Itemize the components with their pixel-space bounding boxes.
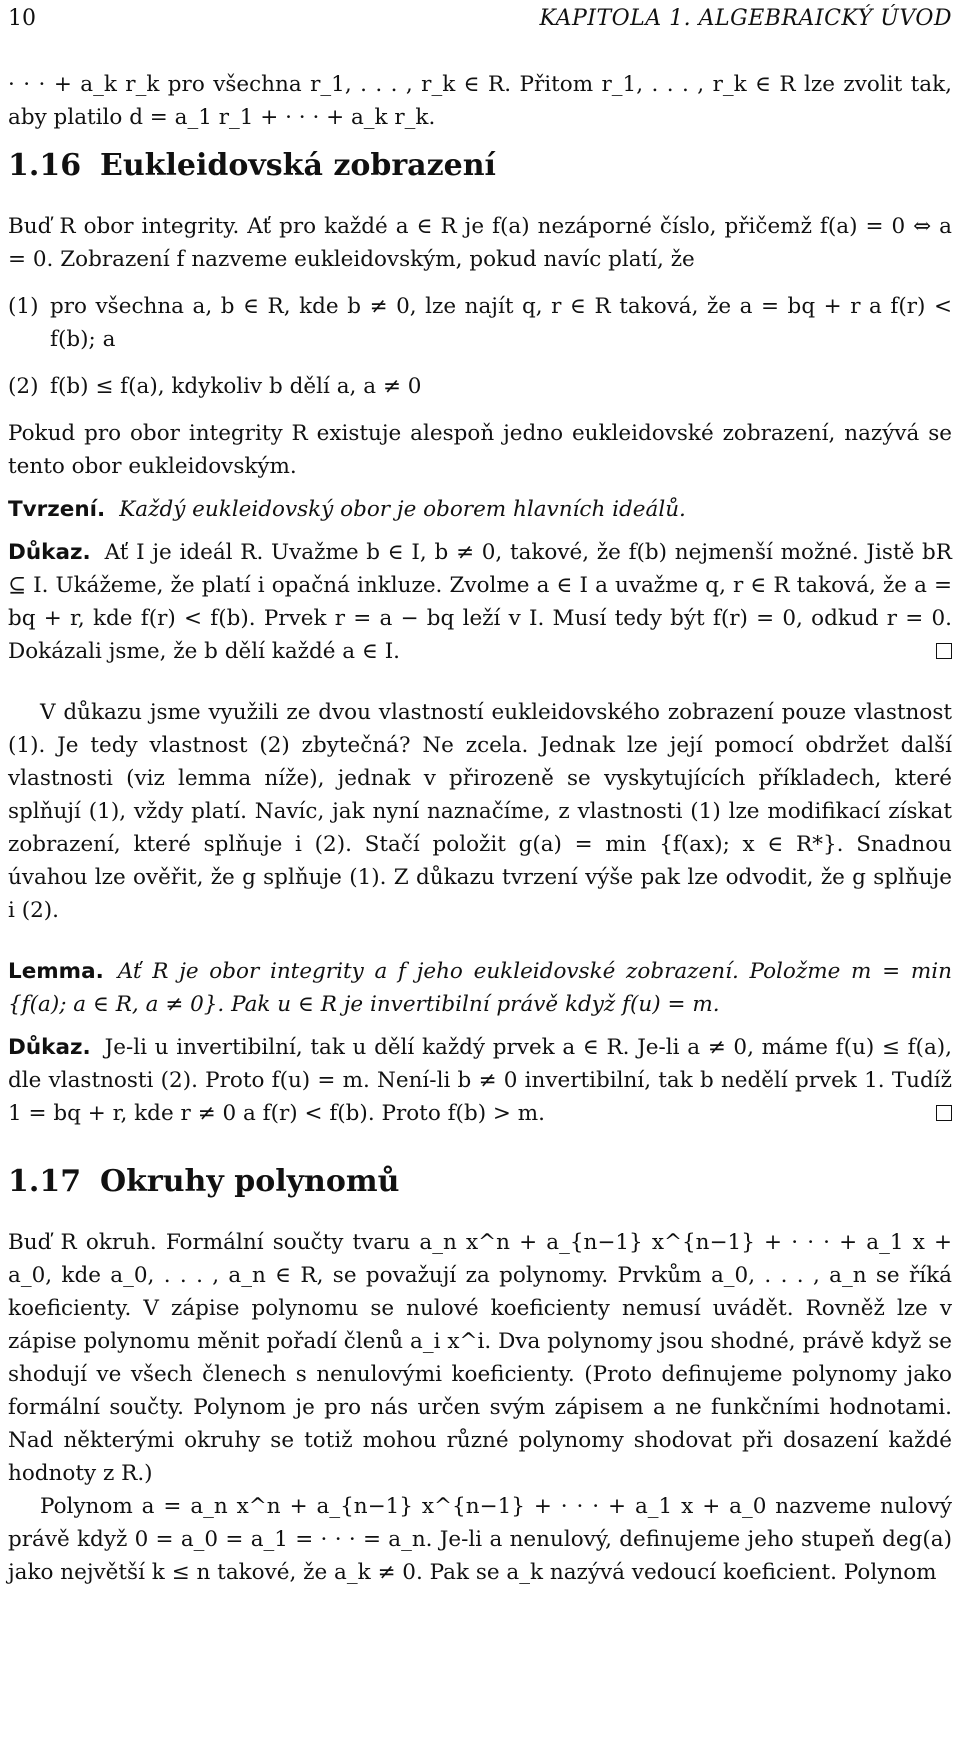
polynomial-paragraph-1: Buď R okruh. Formální součty tvaru a_n x^n + a_{n−1} x^{n−1} + · · · + a_1 x + a_0, kde a_0, . . . , a_n ∈ R, se považují za polynomy. Prvkům a_0, . . . , a_n se říká koeficienty. V zápise polynomu se nulové koeficienty nemusí uvádět. Rovněž lze v zápise polynomu měnit pořadí členů a_i x^i. Dva polynomy jsou shodné, právě když se shodují ve všech členech s nenulovými koeficienty. (Proto definujeme polynomy jako formální součty. Polynom je pro nás určen svým zápisem a ne funkčními hodnotami. Nad některými okruhy se totiž mohou různé polynomy shodovat při dosazení každé hodnoty z R.) bbox=[8, 1230, 952, 1486]
lemma-text: Ať R je obor integrity a f jeho eukleidovské zobrazení. Položme m = min {f(a); a ∈ R, a ≠ 0}. Pak u ∈ R je invertibilní právě když f(u) = m. bbox=[8, 959, 952, 1017]
condition-text: pro všechna a, b ∈ R, kde b ≠ 0, lze najít q, r ∈ R taková, že a = bq + r a f(r) < f(b); a bbox=[50, 294, 952, 352]
section-title: Okruhy polynomů bbox=[100, 1164, 400, 1199]
qed-square-icon bbox=[936, 1105, 952, 1121]
section-number: 1.17 bbox=[8, 1164, 82, 1199]
proof bbox=[8, 536, 952, 668]
chapter-title: KAPITOLA 1. ALGEBRAICKÝ ÚVOD bbox=[539, 6, 952, 31]
polynomial-paragraph-2: Polynom a = a_n x^n + a_{n−1} x^{n−1} + · · · + a_1 x + a_0 nazveme nulový právě když 0 = a_0 = a_1 = · · · = a_n. Je-li a nenulový, definujeme jeho stupeň deg(a) jako největší k ≤ n takové, že a_k ≠ 0. Pak se a_k nazývá vedoucí koeficient. Polynom bbox=[8, 1494, 952, 1585]
condition-1 bbox=[8, 290, 952, 356]
condition-label: (1) bbox=[8, 294, 39, 319]
lemma-proof-text: Je-li u invertibilní, tak u dělí každý prvek a ∈ R. Je-li a ≠ 0, máme f(u) ≤ f(a), dle vlastnosti (2). Proto f(u) = m. Není-li b ≠ 0 invertibilní, tak b nedělí prvek 1. Tudíž 1 = bq + r, kde r ≠ 0 a f(r) < f(b). Proto f(b) > m. bbox=[8, 1035, 952, 1126]
lead-paragraph: · · · + a_k r_k pro všechna r_1, . . . , r_k ∈ R. Přitom r_1, . . . , r_k ∈ R lze zvolit tak, aby platilo d = a_1 r_1 + · · · + a_k r_k. bbox=[8, 72, 952, 130]
proof-label: Důkaz. bbox=[8, 540, 91, 565]
section-heading-1-16 bbox=[8, 144, 952, 188]
claim-text: Každý eukleidovský obor je oborem hlavních ideálů. bbox=[119, 497, 686, 522]
definition-intro: Buď R obor integrity. Ať pro každé a ∈ R je f(a) nezáporné číslo, přičemž f(a) = 0 ⇔ a = 0. Zobrazení f nazveme eukleidovským, pokud navíc platí, že bbox=[8, 214, 952, 272]
definition-paragraph: Pokud pro obor integrity R existuje alespoň jedno eukleidovské zobrazení, nazývá se tento obor eukleidovským. bbox=[8, 421, 952, 479]
lemma-proof-label: Důkaz. bbox=[8, 1035, 91, 1060]
qed-square-icon bbox=[936, 643, 952, 659]
claim bbox=[8, 493, 952, 526]
section-heading-1-17 bbox=[8, 1160, 952, 1204]
condition-label: (2) bbox=[8, 374, 39, 399]
remark-paragraph: V důkazu jsme využili ze dvou vlastností eukleidovského zobrazení pouze vlastnost (1). Je tedy vlastnost (2) zbytečná? Ne zcela. Jednak lze její pomocí obdržet další vlastnosti (viz lemma níže), jednak v přirozeně se vyskytujících příkladech, které splňují (1), vždy platí. Navíc, jak nyní naznačíme, z vlastnosti (1) lze modifikací získat zobrazení, které splňuje i (2). Stačí položit g(a) = min {f(ax); x ∈ R*}. Snadnou úvahou lze ověřit, že g splňuje (1). Z důkazu tvrzení výše pak lze odvodit, že g splňuje i (2). bbox=[8, 700, 952, 923]
section-number: 1.16 bbox=[8, 148, 82, 183]
running-header bbox=[8, 0, 952, 38]
lemma-proof bbox=[8, 1031, 952, 1130]
section-title: Eukleidovská zobrazení bbox=[100, 148, 496, 183]
claim-label: Tvrzení. bbox=[8, 497, 106, 522]
proof-text: Ať I je ideál R. Uvažme b ∈ I, b ≠ 0, takové, že f(b) nejmenší možné. Jistě bR ⊆ I. Ukážeme, že platí i opačná inkluze. Zvolme a ∈ I a uvažme q, r ∈ R taková, že a = bq + r, kde f(r) < f(b). Prvek r = a − bq leží v I. Musí tedy být f(r) = 0, odkud r = 0. Dokázali jsme, že b dělí každé a ∈ I. bbox=[8, 540, 952, 664]
condition-text: f(b) ≤ f(a), kdykoliv b dělí a, a ≠ 0 bbox=[50, 374, 422, 399]
lemma bbox=[8, 955, 952, 1021]
lemma-label: Lemma. bbox=[8, 959, 104, 984]
condition-2 bbox=[8, 370, 952, 403]
page-number: 10 bbox=[8, 6, 36, 31]
